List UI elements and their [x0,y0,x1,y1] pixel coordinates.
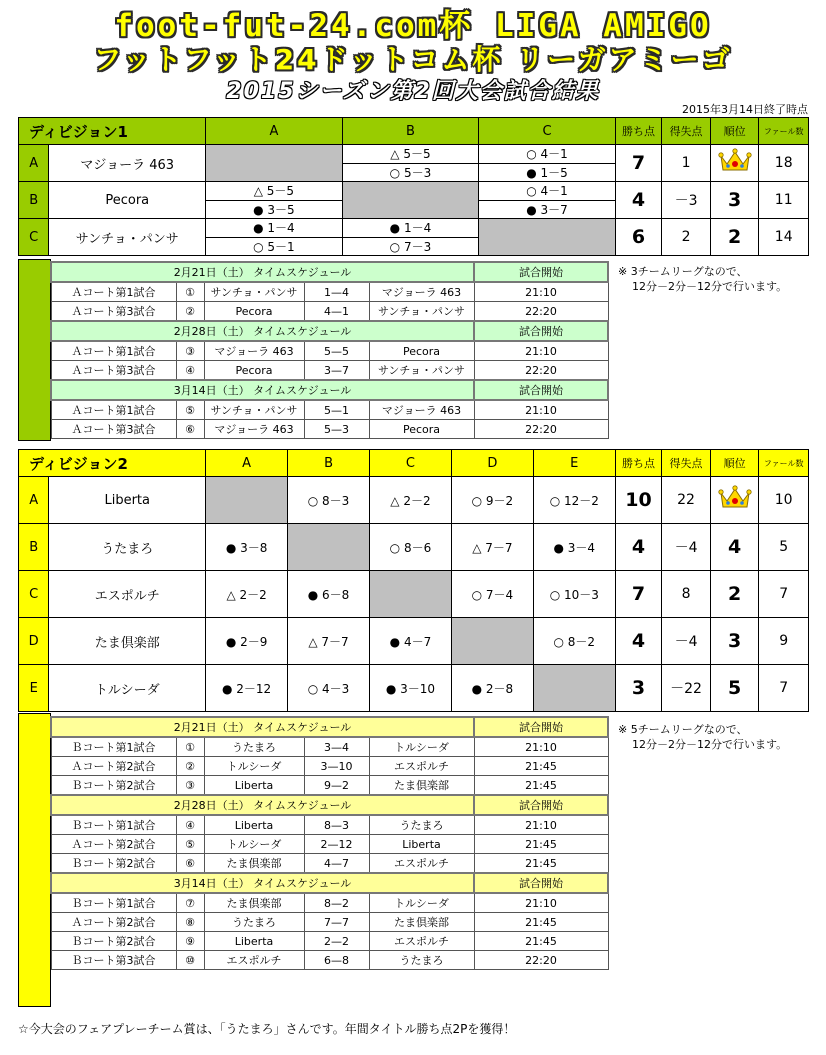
div2-team-name: たま倶楽部 [49,618,206,665]
div2-goaldiff: 8 [662,571,711,618]
div2-team-name: エスポルチ [49,571,206,618]
div2-col-points: 勝ち点 [615,450,662,477]
div2-result: △ 2－2 [369,477,451,524]
game-court: Ｂコート第1試合 [51,893,176,913]
div2-schedule-game-row [51,951,608,970]
div1-schedule-game-row [51,302,608,322]
div1-schedule-sidebar [18,259,51,441]
div2-self-cell [369,571,451,618]
game-court: Ａコート第2試合 [51,913,176,932]
div1-fouls: 18 [759,145,809,182]
div1-result: △ 5－5 [342,145,479,164]
game-number: ⑥ [176,854,204,874]
game-score: 5—1 [304,400,369,420]
div2-self-cell [533,665,615,712]
div2-result: ● 6－8 [288,571,370,618]
game-time: 21:10 [474,893,608,913]
div1-rank: 3 [710,182,759,219]
div2-goaldiff: －22 [662,665,711,712]
div1-team-row [19,182,809,201]
game-home-team: マジョーラ 463 [204,420,304,439]
schedule-day-title: 2月28日（土） タイムスケジュール [51,795,474,815]
div2-team-name: Liberta [49,477,206,524]
div2-fouls: 7 [759,665,809,712]
game-time: 21:45 [474,932,608,951]
div2-schedule-game-row [51,737,608,757]
div2-note-line2: 12分－2分－12分で行います。 [632,738,788,751]
div1-team-row [19,219,809,238]
game-away-team: たま倶楽部 [369,913,474,932]
div1-team-name: Pecora [49,182,206,219]
div1-fouls: 11 [759,182,809,219]
div2-result: ○ 10－3 [533,571,615,618]
div1-goaldiff: 2 [662,219,711,256]
div2-result: △ 2－2 [206,571,288,618]
game-home-team: Pecora [204,302,304,322]
div1-result: ○ 4－1 [479,182,616,201]
game-score: 5—5 [304,341,369,361]
div2-goaldiff: 22 [662,477,711,524]
div2-points: 7 [615,571,662,618]
div1-col-fouls: ファール数 [759,118,809,145]
game-time: 22:20 [474,951,608,970]
div2-schedule-day-header [51,795,608,815]
div2-result: ○ 12－2 [533,477,615,524]
div2-team-name: トルシーダ [49,665,206,712]
div2-schedule-game-row [51,913,608,932]
div2-points: 4 [615,524,662,571]
game-home-team: マジョーラ 463 [204,341,304,361]
div1-goaldiff: －3 [662,182,711,219]
div2-result: ○ 8－2 [533,618,615,665]
game-score: 3—10 [304,757,369,776]
game-number: ④ [176,361,204,381]
game-away-team: うたまろ [369,815,474,835]
div1-schedule-day-header [51,321,608,341]
div1-result: ○ 7－3 [342,237,479,256]
game-home-team: たま倶楽部 [204,854,304,874]
game-court: Ａコート第2試合 [51,757,176,776]
game-time: 21:45 [474,776,608,796]
div1-points: 7 [615,145,662,182]
div1-rank: 2 [710,219,759,256]
div2-team-row [19,571,809,618]
game-court: Ｂコート第3試合 [51,951,176,970]
div1-row-label: B [19,182,49,219]
div1-col-rank: 順位 [710,118,759,145]
game-number: ① [176,282,204,302]
game-score: 2—2 [304,932,369,951]
game-score: 8—2 [304,893,369,913]
div1-result: ○ 4－1 [479,145,616,164]
div2-fouls: 10 [759,477,809,524]
game-time: 21:45 [474,757,608,776]
div1-result: ● 1－4 [206,219,343,238]
div2-fouls: 5 [759,524,809,571]
div1-row-label: C [19,219,49,256]
div1-col-c: C [479,118,616,145]
div1-result: △ 5－5 [206,182,343,201]
game-away-team: Pecora [369,420,474,439]
div2-result: ● 4－7 [369,618,451,665]
game-number: ⑤ [176,835,204,854]
div2-row-label: D [19,618,49,665]
div2-schedule-game-row [51,893,608,913]
game-time: 21:45 [474,835,608,854]
div2-result: ● 2－9 [206,618,288,665]
div1-schedule-game-row [51,420,608,439]
game-time: 21:45 [474,854,608,874]
game-court: Ｂコート第1試合 [51,815,176,835]
game-time: 21:10 [474,737,608,757]
div2-note-line1: ※ 5チームリーグなので、 [618,723,748,736]
game-away-team: トルシーダ [369,737,474,757]
div2-schedule-game-row [51,835,608,854]
game-home-team: エスポルチ [204,951,304,970]
div1-note [618,264,787,294]
div1-rank [710,145,759,182]
div2-schedule-sidebar [18,713,51,1007]
game-away-team: エスポルチ [369,932,474,951]
div2-result: ○ 8－6 [369,524,451,571]
game-score: 3—7 [304,361,369,381]
title-english: foot-fut-24.com杯 LIGA AMIGO [114,8,712,44]
game-away-team: サンチョ・パンサ [369,302,474,322]
schedule-start-label: 試合開始 [474,380,608,400]
div2-rank: 3 [710,618,759,665]
game-score: 3—4 [304,737,369,757]
div2-col-goaldiff: 得失点 [662,450,711,477]
div1-result: ● 3－7 [479,200,616,219]
div1-schedule-game-row [51,282,608,302]
div1-result: ● 1－5 [479,163,616,182]
div2-team-name: うたまろ [49,524,206,571]
div1-schedule-game-row [51,361,608,381]
game-score: 8—3 [304,815,369,835]
div2-col-fouls: ファール数 [759,450,809,477]
game-court: Ｂコート第2試合 [51,776,176,796]
game-score: 7—7 [304,913,369,932]
game-court: Ａコート第1試合 [51,400,176,420]
game-court: Ａコート第1試合 [51,341,176,361]
div1-self-cell [206,145,343,182]
div2-result: ● 3－10 [369,665,451,712]
div2-result: ● 3－8 [206,524,288,571]
div1-goaldiff: 1 [662,145,711,182]
div2-points: 3 [615,665,662,712]
game-court: Ｂコート第1試合 [51,737,176,757]
game-time: 21:10 [474,341,608,361]
schedule-day-title: 2月21日（土） タイムスケジュール [51,262,474,282]
div1-result: ○ 5－1 [206,237,343,256]
div1-col-a: A [206,118,343,145]
game-number: ② [176,757,204,776]
div2-row-label: E [19,665,49,712]
div2-col-c: C [369,450,451,477]
game-away-team: うたまろ [369,951,474,970]
game-score: 6—8 [304,951,369,970]
game-court: Ａコート第2試合 [51,835,176,854]
div2-schedule [50,716,609,970]
game-number: ⑥ [176,420,204,439]
title-katakana: フットフット24ドットコム杯 リーガアミーゴ [93,43,733,76]
div2-rank: 5 [710,665,759,712]
div2-fouls: 7 [759,571,809,618]
game-home-team: サンチョ・パンサ [204,400,304,420]
game-time: 22:20 [474,420,608,439]
div2-team-row [19,477,809,524]
game-away-team: エスポルチ [369,757,474,776]
div2-result: ● 2－8 [451,665,533,712]
schedule-day-title: 3月14日（土） タイムスケジュール [51,873,474,893]
game-time: 21:10 [474,815,608,835]
div1-points: 6 [615,219,662,256]
div2-rank [710,477,759,524]
div2-row-label: C [19,571,49,618]
div1-col-points: 勝ち点 [615,118,662,145]
div2-self-cell [206,477,288,524]
game-score: 4—1 [304,302,369,322]
game-number: ① [176,737,204,757]
div2-col-b: B [288,450,370,477]
game-court: Ｂコート第2試合 [51,932,176,951]
game-time: 21:10 [474,400,608,420]
div1-fouls: 14 [759,219,809,256]
div2-result: ○ 7－4 [451,571,533,618]
div2-name: ディビジョン2 [19,450,206,477]
game-court: Ａコート第3試合 [51,420,176,439]
game-court: Ａコート第1試合 [51,282,176,302]
game-home-team: Pecora [204,361,304,381]
div2-team-row [19,524,809,571]
div2-result: ● 3－4 [533,524,615,571]
div2-goaldiff: －4 [662,618,711,665]
div1-schedule-game-row [51,341,608,361]
game-score: 4—7 [304,854,369,874]
game-away-team: トルシーダ [369,893,474,913]
schedule-start-label: 試合開始 [474,873,608,893]
div2-points: 4 [615,618,662,665]
game-number: ③ [176,776,204,796]
game-number: ③ [176,341,204,361]
game-number: ⑦ [176,893,204,913]
schedule-start-label: 試合開始 [474,717,608,737]
game-time: 21:10 [474,282,608,302]
div1-result: ○ 5－3 [342,163,479,182]
game-home-team: Liberta [204,776,304,796]
div1-team-name: サンチョ・パンサ [49,219,206,256]
div1-self-cell [342,182,479,219]
div1-schedule [50,261,609,439]
game-number: ⑩ [176,951,204,970]
game-home-team: たま倶楽部 [204,893,304,913]
game-home-team: トルシーダ [204,757,304,776]
div1-note-line1: ※ 3チームリーグなので、 [618,265,748,278]
div1-col-b: B [342,118,479,145]
schedule-start-label: 試合開始 [474,795,608,815]
game-number: ④ [176,815,204,835]
div2-points: 10 [615,477,662,524]
game-time: 22:20 [474,302,608,322]
div1-name: ディビジョン1 [19,118,206,145]
game-away-team: マジョーラ 463 [369,400,474,420]
div2-result: △ 7－7 [451,524,533,571]
div2-schedule-game-row [51,757,608,776]
div1-team-row [19,145,809,164]
game-score: 2—12 [304,835,369,854]
fair-play-footer: ☆今大会のフェアプレーチーム賞は、「うたまろ」さんです。年間タイトル勝ち点2Pを獲得！ [18,1022,516,1036]
game-court: Ｂコート第2試合 [51,854,176,874]
div2-result: ○ 4－3 [288,665,370,712]
game-court: Ａコート第3試合 [51,302,176,322]
div2-schedule-day-header [51,717,608,737]
as-of-date: 2015年3月14日終了時点 [682,103,808,116]
div1-result: ● 3－5 [206,200,343,219]
schedule-start-label: 試合開始 [474,262,608,282]
game-score: 1—4 [304,282,369,302]
div2-fouls: 9 [759,618,809,665]
div2-result: ○ 9－2 [451,477,533,524]
div2-row-label: A [19,477,49,524]
game-home-team: Liberta [204,932,304,951]
game-time: 22:20 [474,361,608,381]
game-away-team: サンチョ・パンサ [369,361,474,381]
crown-icon [718,148,752,174]
title-season: 2015シーズン第2回大会試合結果 [226,79,600,104]
div2-result: ○ 8－3 [288,477,370,524]
div2-goaldiff: －4 [662,524,711,571]
schedule-start-label: 試合開始 [474,321,608,341]
schedule-day-title: 3月14日（土） タイムスケジュール [51,380,474,400]
div1-result: ● 1－4 [342,219,479,238]
div1-row-label: A [19,145,49,182]
game-score: 5—3 [304,420,369,439]
div2-rank: 2 [710,571,759,618]
game-number: ② [176,302,204,322]
div2-schedule-game-row [51,776,608,796]
div1-schedule-game-row [51,400,608,420]
div2-schedule-game-row [51,932,608,951]
div1-standings [18,117,809,256]
div1-schedule-table [50,261,609,439]
div2-col-e: E [533,450,615,477]
div1-points: 4 [615,182,662,219]
div1-note-line2: 12分－2分－12分で行います。 [632,280,788,293]
game-time: 21:45 [474,913,608,932]
div2-result: ● 2－12 [206,665,288,712]
div1-self-cell [479,219,616,256]
game-away-team: Liberta [369,835,474,854]
game-away-team: たま倶楽部 [369,776,474,796]
div2-team-row [19,618,809,665]
game-score: 9—2 [304,776,369,796]
game-away-team: エスポルチ [369,854,474,874]
game-home-team: サンチョ・パンサ [204,282,304,302]
div2-col-rank: 順位 [710,450,759,477]
div2-col-a: A [206,450,288,477]
game-home-team: うたまろ [204,913,304,932]
game-home-team: うたまろ [204,737,304,757]
div1-schedule-day-header [51,380,608,400]
game-home-team: トルシーダ [204,835,304,854]
div2-self-cell [288,524,370,571]
game-away-team: マジョーラ 463 [369,282,474,302]
game-number: ⑧ [176,913,204,932]
div1-col-goaldiff: 得失点 [662,118,711,145]
game-number: ⑤ [176,400,204,420]
div2-row-label: B [19,524,49,571]
schedule-day-title: 2月21日（土） タイムスケジュール [51,717,474,737]
game-away-team: Pecora [369,341,474,361]
div2-schedule-day-header [51,873,608,893]
div2-note [618,722,787,752]
game-court: Ａコート第3試合 [51,361,176,381]
div1-schedule-day-header [51,262,608,282]
div2-self-cell [451,618,533,665]
schedule-day-title: 2月28日（土） タイムスケジュール [51,321,474,341]
div2-result: △ 7－7 [288,618,370,665]
div2-schedule-table [50,716,609,970]
div2-standings [18,449,809,712]
div2-schedule-game-row [51,854,608,874]
game-number: ⑨ [176,932,204,951]
div2-col-d: D [451,450,533,477]
crown-icon [718,485,752,511]
game-home-team: Liberta [204,815,304,835]
div1-team-name: マジョーラ 463 [49,145,206,182]
div2-team-row [19,665,809,712]
div2-rank: 4 [710,524,759,571]
div2-schedule-game-row [51,815,608,835]
